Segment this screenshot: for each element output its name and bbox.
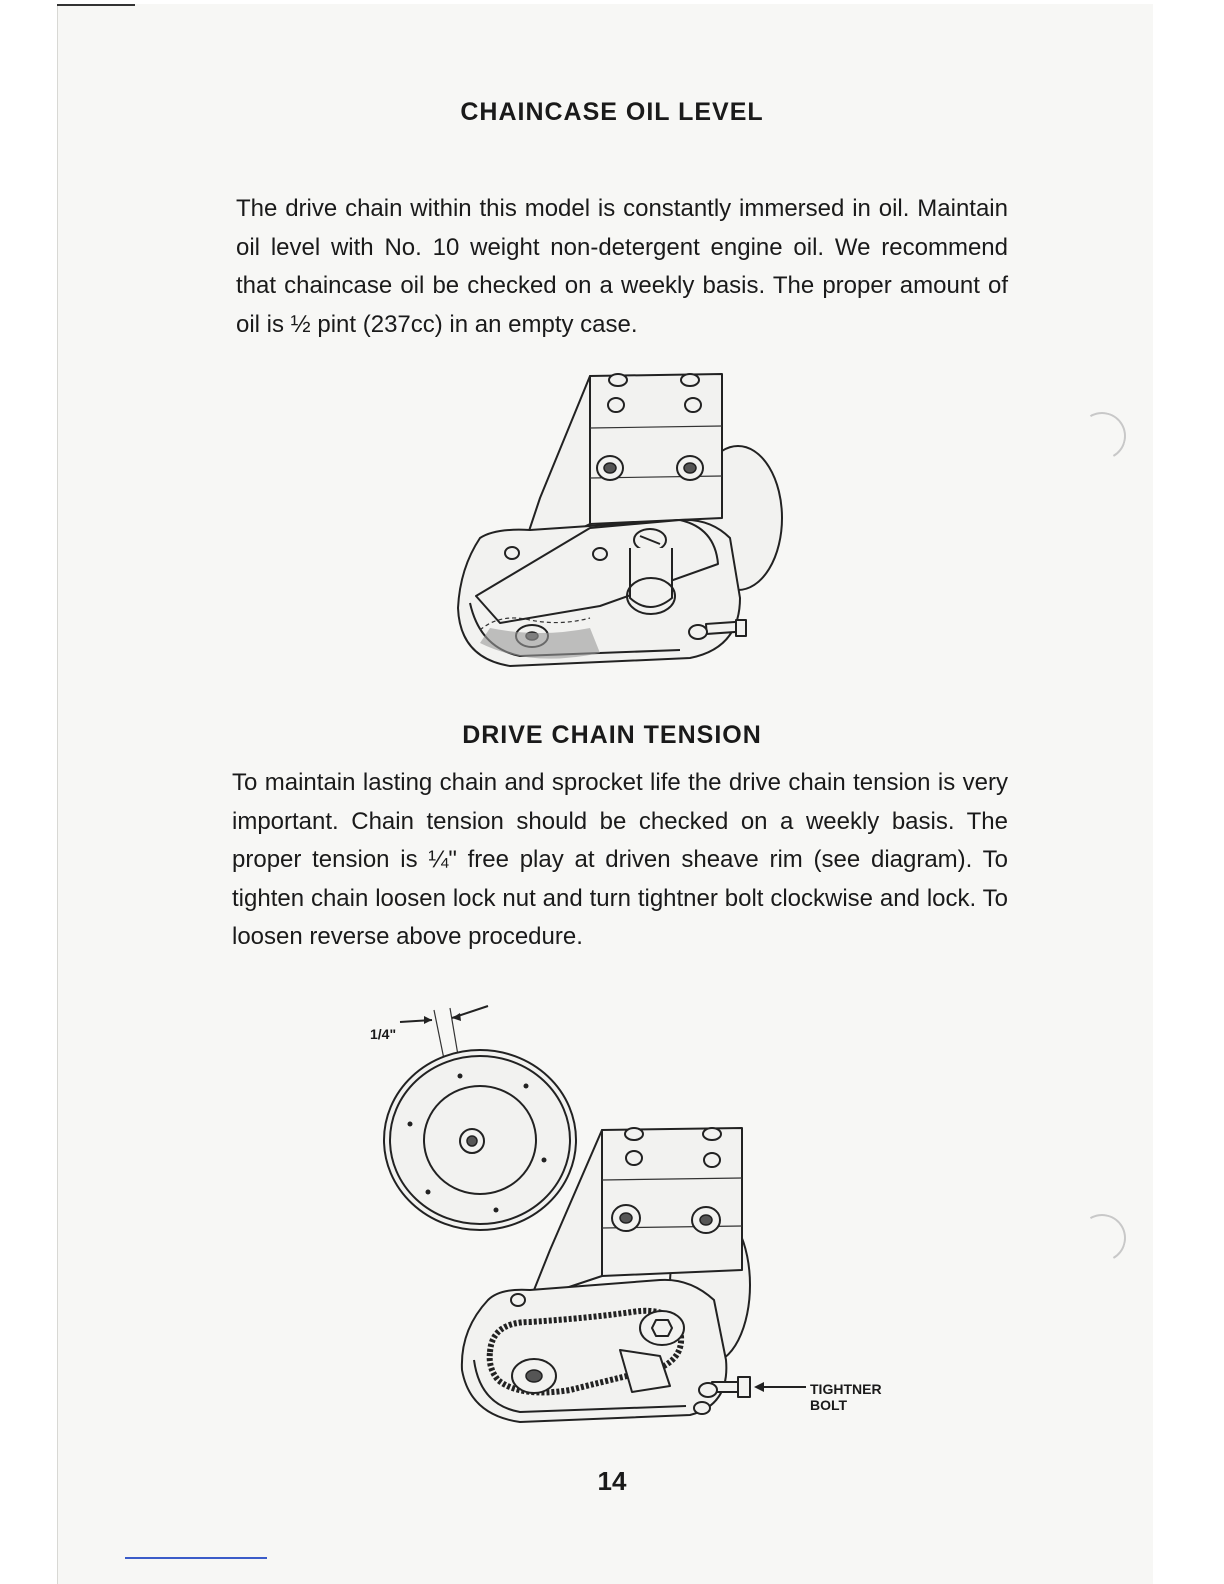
dimension-label: 1/4" (370, 1026, 397, 1042)
section-title-chaincase-oil-level: CHAINCASE OIL LEVEL (460, 98, 764, 126)
chaincase-illustration (440, 368, 800, 680)
page-number: 14 (597, 1466, 627, 1496)
chaincase-oil-paragraph: The drive chain within this model is constantly immersed in oil. Maintain oil level with No. 10 weight non-detergent engine oil. We recommend that chaincase oil be checked on a weekly basis. The proper amount of oil is ½ pint (237cc) in an empty case. (236, 195, 1008, 338)
chain-tension-diagram (370, 1000, 810, 1430)
section-title-drive-chain-tension: DRIVE CHAIN TENSION (462, 721, 762, 749)
page-edge-line (57, 4, 135, 6)
driven-sheave-disc (384, 1050, 576, 1230)
drive-chain-tension-paragraph: To maintain lasting chain and sprocket life the drive chain tension is very important. Chain tension should be checked on a weekly basis. The proper tension is ¼" free play at driven sheave rim (see diagram). To tighten chain loosen lock nut and turn tightner bolt clockwise and lock. To loosen reverse above procedure. (232, 769, 1008, 950)
bottom-link-underline[interactable] (125, 1557, 267, 1559)
tightener-bolt-callout (810, 1381, 882, 1413)
open-chaincase (462, 1280, 726, 1422)
callout-line-2: BOLT (810, 1397, 848, 1413)
mounting-bracket (590, 374, 722, 524)
callout-line-1: TIGHTNER (810, 1381, 882, 1397)
